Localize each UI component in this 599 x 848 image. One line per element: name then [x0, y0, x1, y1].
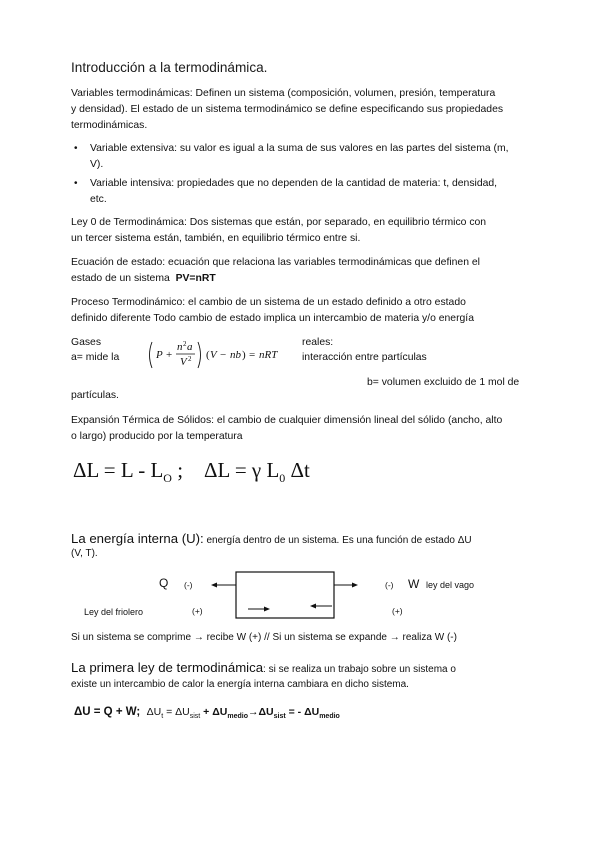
proceso-line-1: Proceso Termodinámico: el cambio de un sistema de un estado definido a otro estado — [71, 297, 466, 308]
energia-heading: La energía interna (U): — [71, 531, 204, 546]
variables-line-1: Variables termodinámicas: Definen un sistema (composición, volumen, presión, temperatura — [71, 88, 496, 99]
gases-interaccion: interacción entre partículas — [302, 352, 427, 363]
diagram-q-minus: (-) — [184, 580, 193, 590]
primera-text-2: existe un intercambio de calor la energía interna cambiara en dicho sistema. — [71, 679, 409, 690]
svg-text:n: n — [177, 341, 183, 353]
gases-a-label: a= mide la — [71, 352, 120, 363]
bullet-1-line-2: V). — [90, 159, 104, 170]
svg-text:nb: nb — [230, 349, 241, 361]
ecuacion-text: estado de un sistema — [71, 273, 170, 284]
diagram-q: Q — [159, 576, 169, 590]
svg-text:2: 2 — [183, 340, 187, 348]
ley0-line-1: Ley 0 de Termodinámica: Dos sistemas que están, por separado, en equilibrio térmico con — [71, 217, 487, 228]
expansion-line-2: o largo) producido por la temperatura — [71, 431, 243, 442]
ecuacion-formula: PV=nRT — [175, 273, 216, 284]
system-diagram — [70, 566, 470, 626]
compresion-text: Si un sistema se comprime → recibe W (+) // Si un sistema se expande → realiza W (-) — [71, 632, 457, 643]
svg-text:−: − — [220, 349, 227, 361]
primera-heading: La primera ley de termodinámica — [71, 660, 264, 675]
page-title: Introducción a la termodinámica. — [71, 60, 268, 75]
svg-text:2: 2 — [188, 355, 192, 363]
primera-text-1: : si se realiza un trabajo sobre un sistema o — [263, 664, 456, 675]
gases-particulas: partículas. — [71, 390, 119, 401]
primera-ley-formula: ΔU = Q + W; $\Delta U_t = \Delta U_{sist} + \Delta U_{medio}\to\Delta U_{sist}$ = - $\Delta U_{medio}$ — [74, 706, 340, 721]
svg-text:V: V — [210, 349, 217, 361]
proceso-line-2: definido diferente Todo cambio de estado implica un intercambio de materia y/o energía — [71, 313, 474, 324]
primera-line-1 — [71, 659, 456, 677]
diagram-q-plus: (+) — [192, 606, 203, 616]
svg-text:V: V — [180, 356, 187, 368]
van-der-waals-equation — [146, 338, 294, 372]
ecuacion-line-1: Ecuación de estado: ecuación que relaciona las variables termodinámicas que definen el — [71, 257, 480, 268]
svg-text:=: = — [249, 349, 256, 361]
gases-b-label: b= volumen excluido de 1 mol de — [367, 377, 520, 388]
diagram-ley-vago: ley del vago — [426, 580, 475, 590]
ley0-line-2: un tercer sistema están, también, en equilibrio térmico entre si. — [71, 233, 361, 244]
gases-reales: reales: — [302, 337, 334, 348]
svg-text:a: a — [187, 341, 193, 353]
energia-text-2: (V, T). — [71, 548, 98, 559]
svg-text:P: P — [156, 349, 163, 361]
diagram-w-plus: (+) — [392, 606, 403, 616]
diagram-w: W — [408, 577, 420, 591]
bullet-1-line-1: Variable extensiva: su valor es igual a la suma de sus valores en las partes del sistema (m, — [90, 143, 509, 154]
bullet-2-line-2: etc. — [90, 194, 107, 205]
expansion-line-1: Expansión Térmica de Sólidos: el cambio de cualquier dimensión lineal del sólido (ancho, alto — [71, 415, 503, 426]
dilatacion-formula: $\Delta L = L - L_O$ ; ΔL = γ $L_0$ Δt — [73, 458, 310, 486]
diagram-w-minus: (-) — [385, 580, 394, 590]
gases-label: Gases — [71, 337, 102, 348]
svg-text:+: + — [166, 349, 173, 361]
bullet-icon: • — [74, 178, 78, 189]
variables-line-2: y densidad). El estado de un sistema termodinámico se define especificando sus propiedades — [71, 104, 504, 115]
bullet-icon: • — [74, 143, 78, 154]
ecuacion-line-2 — [71, 271, 216, 287]
svg-text:(: ( — [206, 349, 210, 361]
energia-line-1 — [71, 530, 472, 548]
energia-text-1: energía dentro de un sistema. Es una función de estado ΔU — [203, 535, 472, 546]
bullet-2-line-1: Variable intensiva: propiedades que no dependen de la cantidad de materia: t, densidad, — [90, 178, 498, 189]
diagram-ley-friolero: Ley del friolero — [84, 607, 144, 617]
svg-text:): ) — [242, 349, 246, 361]
variables-line-3: termodinámicas. — [71, 120, 148, 131]
svg-text:nRT: nRT — [259, 349, 278, 361]
